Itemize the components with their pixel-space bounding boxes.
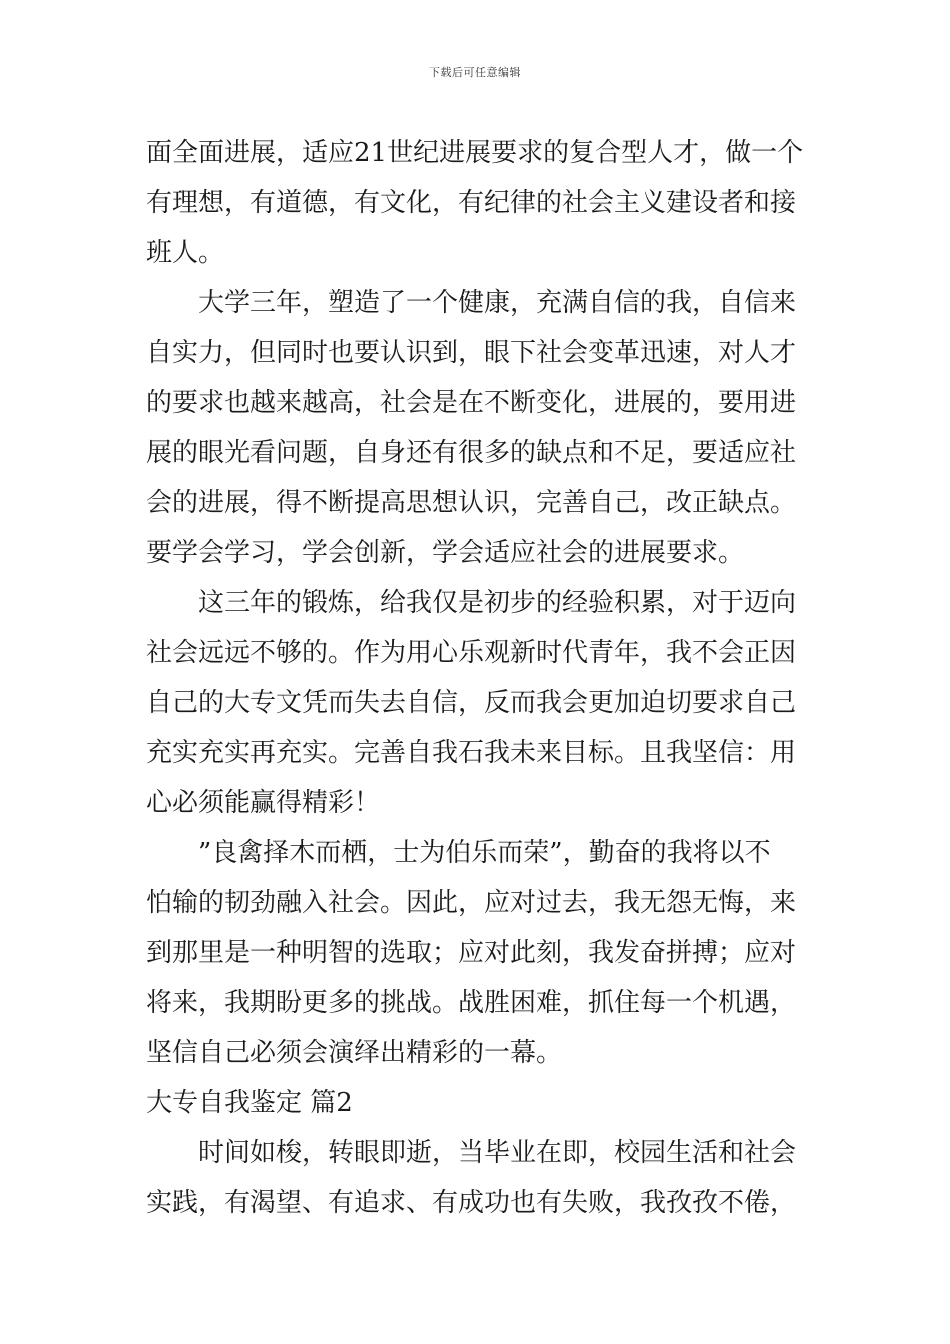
text-line: 怕输的韧劲融入社会。因此，应对过去，我无怨无悔，来 — [146, 888, 797, 918]
paragraph-first-line: 时间如梭，转眼即逝，当毕业在即，校园生活和社会 — [198, 1138, 797, 1168]
text-line: 有理想，有道德，有文化，有纪律的社会主义建设者和接 — [146, 188, 797, 218]
text-line: 的要求也越来越高，社会是在不断变化，进展的，要用进 — [146, 388, 797, 418]
text-line: 到那里是一种明智的选取；应对此刻，我发奋拼搏；应对 — [146, 938, 797, 968]
text-line: 将来，我期盼更多的挑战。战胜困难，抓住每一个机遇， — [146, 988, 797, 1018]
text-line: 自己的大专文凭而失去自信，反而我会更加迫切要求自己 — [146, 688, 797, 718]
document-body — [146, 128, 808, 1228]
text-line: 充实充实再充实。完善自我石我未来目标。且我坚信：用 — [146, 738, 797, 768]
text-line: 班人。 — [146, 238, 225, 268]
paragraph-first-line: 这三年的锻炼，给我仅是初步的经验积累，对于迈向 — [198, 588, 797, 618]
paragraph-first-line: 大学三年，塑造了一个健康，充满自信的我，自信来 — [198, 288, 797, 318]
text-line: 坚信自己必须会演绎出精彩的一幕。 — [146, 1038, 563, 1068]
section-heading: 大专自我鉴定 篇2 — [146, 1088, 353, 1118]
text-line: 自实力，但同时也要认识到，眼下社会变革迅速，对人才 — [146, 338, 797, 368]
text-line: 会的进展，得不断提高思想认识，完善自己，改正缺点。 — [146, 488, 797, 518]
paragraph-first-line: ”良禽择木而栖，士为伯乐而荣”，勤奋的我将以不 — [198, 838, 771, 868]
text-line: 实践，有渴望、有追求、有成功也有失败，我孜孜不倦， — [146, 1188, 797, 1218]
text-line: 面全面进展，适应21世纪进展要求的复合型人才，做一个 — [146, 138, 804, 168]
text-line: 展的眼光看问题，自身还有很多的缺点和不足，要适应社 — [146, 438, 797, 468]
text-line: 社会远远不够的。作为用心乐观新时代青年，我不会正因 — [146, 638, 797, 668]
text-line: 要学会学习，学会创新，学会适应社会的进展要求。 — [146, 538, 745, 568]
header-note: 下载后可任意编辑 — [429, 66, 521, 79]
text-line: 心必须能赢得精彩！ — [146, 788, 381, 818]
